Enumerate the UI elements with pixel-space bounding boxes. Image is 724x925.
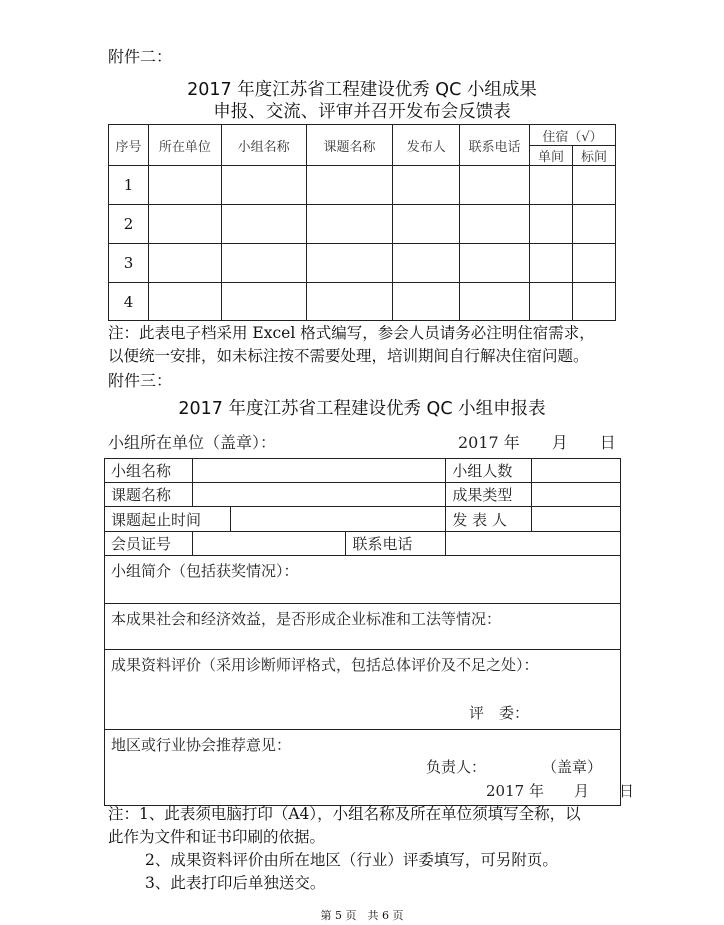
cell-single-room[interactable] bbox=[530, 166, 573, 205]
feedback-table bbox=[108, 124, 616, 321]
col-header-phone: 联系电话 bbox=[460, 125, 530, 166]
row-index: 1 bbox=[109, 166, 149, 205]
cell-presenter[interactable] bbox=[393, 166, 460, 205]
row-index: 2 bbox=[109, 205, 149, 244]
phone-label: 联系电话 bbox=[346, 532, 446, 556]
col-header-presenter: 发布人 bbox=[393, 125, 460, 166]
col-header-lodging: 住宿（√） bbox=[530, 125, 616, 146]
annex2-title-line2: 申报、交流、评审并召开发布会反馈表 bbox=[213, 102, 511, 122]
form-date: 2017 年 月 日 bbox=[458, 433, 616, 452]
annex2-note-line1: 注：此表电子档采用 Excel 格式编写，参会人员请务必注明住宿需求， bbox=[108, 324, 595, 342]
member-id-input[interactable] bbox=[192, 532, 346, 556]
annex2-heading: 附件二： bbox=[108, 47, 173, 66]
table-row bbox=[109, 283, 616, 321]
annex3-heading: 附件三： bbox=[108, 371, 173, 390]
annex3-note-3: 3、此表打印后单独送交。 bbox=[145, 874, 326, 892]
cell-double-room[interactable] bbox=[573, 205, 616, 244]
seal-label: （盖章） bbox=[542, 758, 603, 776]
cell-unit[interactable] bbox=[148, 244, 221, 283]
member-id-label: 会员证号 bbox=[105, 532, 193, 556]
cell-unit[interactable] bbox=[148, 205, 221, 244]
page-footer: 第 5 页 共 6 页 bbox=[320, 909, 404, 922]
presenter-input[interactable] bbox=[532, 507, 621, 532]
result-type-input[interactable] bbox=[532, 483, 621, 507]
cell-topic-name[interactable] bbox=[306, 166, 393, 205]
cell-double-room[interactable] bbox=[573, 283, 616, 321]
cell-group-name[interactable] bbox=[221, 166, 306, 205]
group-intro-label: 小组简介（包括获奖情况）： bbox=[111, 562, 299, 580]
sign-date: 2017 年 月 日 bbox=[486, 782, 634, 800]
row-index: 3 bbox=[109, 244, 149, 283]
benefit-field[interactable] bbox=[105, 604, 621, 650]
cell-phone[interactable] bbox=[460, 205, 530, 244]
group-size-input[interactable] bbox=[532, 459, 621, 483]
recommendation-field[interactable] bbox=[105, 730, 634, 806]
annex2-title-line1: 2017 年度江苏省工程建设优秀 QC 小组成果 bbox=[187, 80, 537, 100]
cell-phone[interactable] bbox=[460, 283, 530, 321]
col-header-single-room: 单间 bbox=[530, 146, 573, 166]
topic-name-input[interactable] bbox=[192, 483, 445, 507]
benefit-label: 本成果社会和经济效益，是否形成企业标准和工法等情况： bbox=[111, 610, 502, 628]
phone-input[interactable] bbox=[446, 532, 621, 556]
annex3-title: 2017 年度江苏省工程建设优秀 QC 小组申报表 bbox=[178, 399, 546, 419]
application-form bbox=[104, 458, 634, 806]
group-intro-field[interactable] bbox=[105, 556, 621, 604]
cell-phone[interactable] bbox=[460, 166, 530, 205]
topic-period-input[interactable] bbox=[230, 507, 445, 532]
row-index: 4 bbox=[109, 283, 149, 321]
cell-topic-name[interactable] bbox=[306, 205, 393, 244]
group-name-input[interactable] bbox=[192, 459, 445, 483]
topic-name-label: 课题名称 bbox=[105, 483, 193, 507]
feedback-header-row bbox=[109, 125, 616, 146]
cell-phone[interactable] bbox=[460, 244, 530, 283]
cell-single-room[interactable] bbox=[530, 205, 573, 244]
annex3-note-1: 注：1、此表须电脑打印（A4），小组名称及所在单位须填写全称，以 bbox=[108, 805, 581, 823]
table-row bbox=[109, 244, 616, 283]
annex2-note-line2: 以便统一安排，如未标注按不需要处理，培训期间自行解决住宿问题。 bbox=[108, 347, 589, 365]
col-header-double-room: 标间 bbox=[573, 146, 616, 166]
unit-seal-label: 小组所在单位（盖章）： bbox=[108, 433, 277, 452]
topic-period-label: 课题起止时间 bbox=[105, 507, 231, 532]
table-row bbox=[109, 205, 616, 244]
group-size-label: 小组人数 bbox=[446, 459, 532, 483]
recommendation-label: 地区或行业协会推荐意见： bbox=[111, 736, 292, 754]
cell-unit[interactable] bbox=[148, 166, 221, 205]
cell-single-room[interactable] bbox=[530, 244, 573, 283]
cell-topic-name[interactable] bbox=[306, 283, 393, 321]
cell-unit[interactable] bbox=[148, 283, 221, 321]
col-header-unit: 所在单位 bbox=[148, 125, 221, 166]
evaluation-field[interactable] bbox=[105, 650, 621, 730]
presenter-label: 发 表 人 bbox=[446, 507, 532, 532]
cell-single-room[interactable] bbox=[530, 283, 573, 321]
cell-presenter[interactable] bbox=[393, 244, 460, 283]
col-header-index: 序号 bbox=[109, 125, 149, 166]
group-name-label: 小组名称 bbox=[105, 459, 193, 483]
annex3-note-2: 2、成果资料评价由所在地区（行业）评委填写，可另附页。 bbox=[145, 851, 558, 869]
judge-label: 评 委： bbox=[469, 704, 530, 722]
col-header-group-name: 小组名称 bbox=[221, 125, 306, 166]
table-row bbox=[109, 166, 616, 205]
annex3-note-1b: 此作为文件和证书印刷的依据。 bbox=[108, 828, 326, 846]
cell-group-name[interactable] bbox=[221, 205, 306, 244]
responsible-label: 负责人： bbox=[426, 758, 487, 776]
cell-double-room[interactable] bbox=[573, 244, 616, 283]
cell-presenter[interactable] bbox=[393, 283, 460, 321]
cell-topic-name[interactable] bbox=[306, 244, 393, 283]
cell-double-room[interactable] bbox=[573, 166, 616, 205]
cell-group-name[interactable] bbox=[221, 283, 306, 321]
cell-group-name[interactable] bbox=[221, 244, 306, 283]
col-header-topic-name: 课题名称 bbox=[306, 125, 393, 166]
result-type-label: 成果类型 bbox=[446, 483, 532, 507]
evaluation-label: 成果资料评价（采用诊断师评格式，包括总体评价及不足之处）： bbox=[111, 656, 539, 674]
cell-presenter[interactable] bbox=[393, 205, 460, 244]
